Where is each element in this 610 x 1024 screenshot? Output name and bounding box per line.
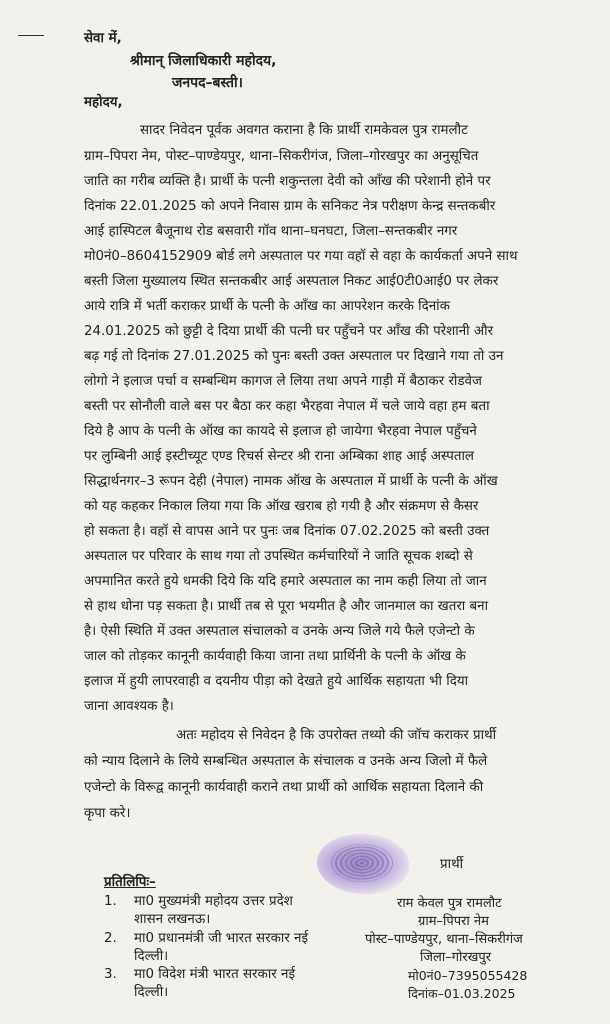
applicant-mobile: मो0नं0–7395055428 — [408, 968, 528, 983]
request-line: अतः महोदय से निवेदन है कि उपरोक्त तथ्यो की जॉच कराकर प्रार्थी — [176, 728, 497, 743]
body-line: बढ़ गई तो दिनांक 27.01.2025 को पुनः बस्ती उक्त अस्पताल पर दिखाने गया तो उन — [84, 349, 504, 364]
applicant-post: पोस्ट–पाण्डेयपुर, थाना–सिकरीगंज — [365, 932, 523, 947]
copy-line: मा0 प्रधानमंत्री जी भारत सरकार नई — [134, 931, 309, 946]
copy-number: 1. — [104, 894, 117, 909]
body-line: आई हास्पिटल बैजूनाथ रोड बसवारी गॉव थाना–घनघटा, जिला–सन्तकबीर नगर — [84, 224, 458, 239]
body-line: 24.01.2025 को छुट्टी दे दिया प्रार्थी की पत्नी घर पहुँचने पर आँख की परेशानी और — [84, 324, 494, 339]
copy-line: मा0 विदेश मंत्री भारत सरकार नई — [134, 967, 296, 982]
copy-number: 2. — [104, 931, 117, 946]
copies-heading: प्रतिलिपिः– — [104, 875, 156, 890]
body-line: है। ऐसी स्थिति में उक्त अस्पताल संचालको व उनके अन्य जिले गये फैले एजेन्टो के — [84, 624, 475, 639]
body-line: अपमानित करते हुये धमकी दिये कि यदि हमारे अस्पताल का नाम कही लिया तो जान — [84, 574, 487, 589]
address-line-3: जनपद–बस्ती। — [172, 75, 243, 91]
applicant-village: ग्राम–पिपरा नेम — [418, 914, 489, 929]
body-line: बस्ती जिला मुख्यालय स्थित सन्तकबीर आई अस्पताल निकट आई0टी0आई0 पर लेकर — [84, 274, 499, 289]
copy-line: दिल्ली। — [134, 949, 169, 964]
copy-line: मा0 मुख्यमंत्री महोदय उत्तर प्रदेश — [134, 894, 293, 909]
body-line: इलाज में हुयी लापरवाही व दयनीय पीड़ा को देखते हुये आर्थिक सहायता भी दिया — [84, 674, 469, 689]
copy-line: दिल्ली। — [134, 985, 169, 1000]
body-line: बस्ती पर सोनौली वाले बस पर बैठा कर कहा भैरहवा नेपाल में चले जाये वहा हम बता — [84, 399, 490, 414]
applicant-label: प्रार्थी — [440, 857, 464, 872]
body-line: लोगो ने इलाज पर्चा व सम्बन्धिम कागज ले लिया तथा अपने गाड़ी में बैठाकर रोडवेज — [84, 374, 482, 389]
copy-number: 3. — [104, 967, 117, 982]
body-line: सादर निवेदन पूर्वक अवगत कराना है कि प्रार्थी रामकेवल पुत्र रामलौट — [140, 123, 468, 138]
address-line-1: सेवा में, — [84, 31, 122, 46]
request-line: एजेन्टो के विरूद्व कानूनी कार्यवाही कराने तथा प्रार्थी को आर्थिक सहायता दिलाने की — [84, 780, 484, 795]
margin-dash — [18, 35, 44, 36]
body-line: अस्पताल पर परिवार के साथ गया तो उपस्थित कर्मचारियों ने जाति सूचक शब्दो से — [84, 549, 473, 564]
body-line: जाना आवश्यक है। — [84, 699, 174, 714]
body-line: जाल को तोड़कर कानूनी कार्यवाही किया जाना तथा प्रार्थिनी के पत्नी के ऑख के — [84, 649, 466, 664]
request-line: कृपा करे। — [84, 806, 131, 821]
applicant-district: जिला–गोरखपुर — [420, 950, 492, 965]
body-line: को यह कहकर निकाल लिया गया कि ऑख खराब हो गयी है और संक्रमण से कैसर — [84, 499, 479, 514]
body-line: दिनांक 22.01.2025 को अपने निवास ग्राम के सनिकट नेत्र परीक्षण केन्द्र सन्तकबीर — [84, 199, 496, 214]
copy-line: शासन लखनऊ। — [134, 912, 211, 927]
body-line: ग्राम–पिपरा नेम, पोस्ट–पाण्डेयपुर, थाना–सिकरीगंज, जिला–गोरखपुर का अनुसूचित — [84, 149, 479, 164]
thumb-impression — [317, 834, 409, 894]
address-line-2: श्रीमान् जिलाधिकारी महोदय, — [130, 53, 277, 69]
body-line: पर लुम्बिनी आई इस्टीच्यूट एण्ड रिचर्स सेन्टर श्री राना अम्बिका शाह आई अस्पताल — [84, 449, 475, 464]
body-line: दिये है आप के पत्नी के ऑख का कायदे से इलाज हो जायेगा भैरहवा नेपाल पहुँचने — [84, 424, 477, 439]
body-line: जाति का गरीब व्यक्ति है। प्रार्थी के पत्नी शकुन्तला देवी को आँख की परेशानी होने पर — [84, 174, 491, 189]
body-line: हो सकता है। वहॉ से वापस आने पर पुनः जब दिनांक 07.02.2025 को बस्ती उक्त — [84, 524, 490, 539]
body-line: आये रात्रि में भर्ती कराकर प्रार्थी के पत्नी के आँख का आपरेशन करके दिनांक — [84, 299, 450, 314]
request-line: को न्याय दिलाने के लिये सम्बन्धित अस्पताल के संचालक व उनके अन्य जिलो में फैले — [84, 754, 488, 769]
applicant-name: राम केवल पुत्र रामलौट — [397, 896, 502, 911]
applicant-date: दिनांक–01.03.2025 — [408, 986, 516, 1001]
body-line: सिद्धार्थनगर–3 रूपन देही (नेपाल) नामक ऑख के अस्पताल में प्रार्थी के पत्नी के ऑख — [84, 474, 498, 489]
salutation: महोदय, — [84, 95, 123, 110]
body-line: मो0नं0–8604152909 बोर्ड लगे अस्पताल पर गया वहॉ से वहा के कार्यकर्ता अपने साथ — [84, 249, 518, 264]
body-line: से हाथ धोना पड़ सकता है। प्रार्थी तब से पूरा भयमीत है और जानमाल का खतरा बना — [84, 599, 489, 614]
